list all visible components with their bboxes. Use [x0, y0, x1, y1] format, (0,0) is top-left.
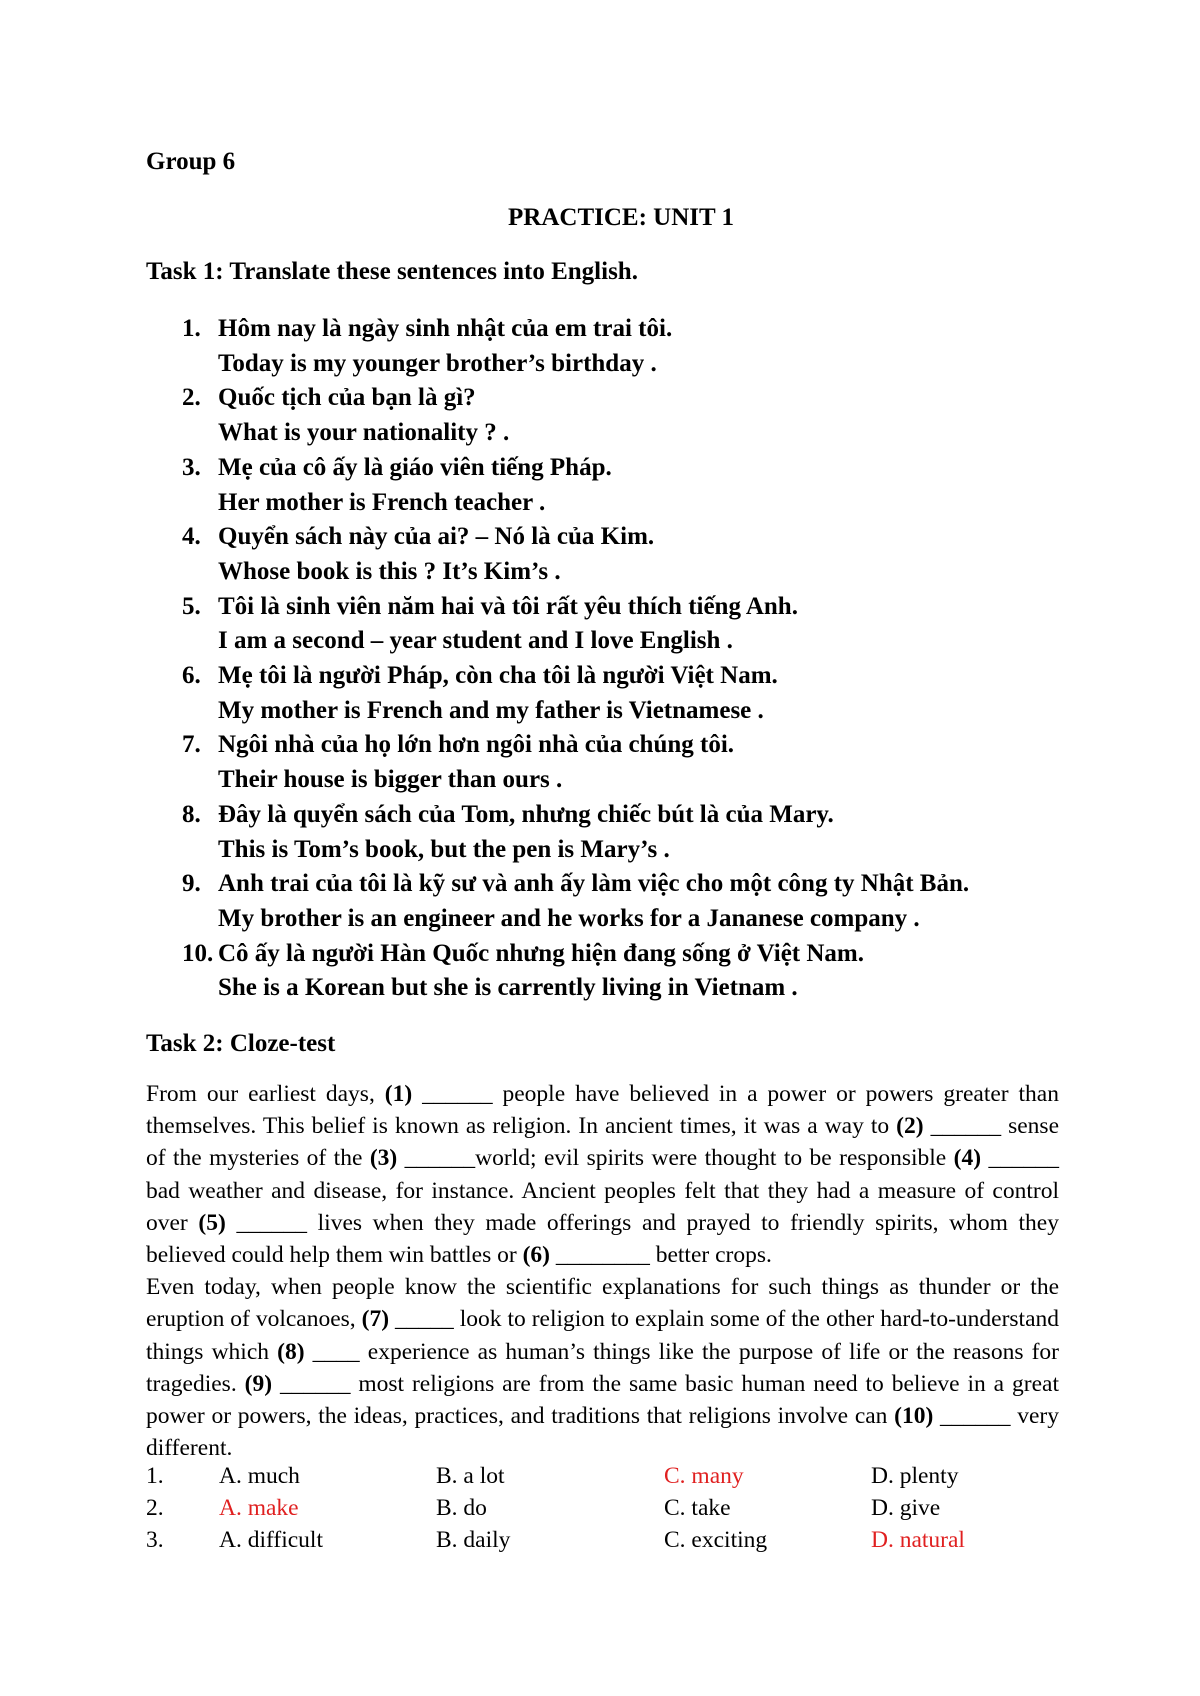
blank-number: (7)	[361, 1306, 390, 1333]
list-item-number: 3.	[182, 453, 201, 481]
blank-number: (1)	[384, 1081, 413, 1107]
passage-text: ______ very different.	[146, 1403, 1059, 1462]
blank-number: (9)	[244, 1370, 273, 1397]
english-translation: She is a Korean but she is carrently living in Vietnam .	[218, 974, 798, 1002]
passage-text: _____ look to religion to explain some of the other hard-to-understand things which	[146, 1306, 1060, 1365]
vietnamese-sentence: Quốc tịch của bạn là gì?	[218, 384, 476, 412]
option-d: D. give	[871, 1495, 941, 1521]
vietnamese-sentence: Tôi là sinh viên năm hai và tôi rất yêu thích tiếng Anh.	[218, 592, 798, 620]
blank-number: (3)	[369, 1145, 398, 1172]
list-item-number: 5.	[182, 592, 201, 620]
passage-text: From our earliest days,	[146, 1081, 385, 1107]
vietnamese-sentence: Mẹ tôi là người Pháp, còn cha tôi là người Việt Nam.	[218, 662, 778, 690]
blank-number: (5)	[198, 1209, 226, 1236]
blank-number: (4)	[953, 1145, 982, 1172]
list-item	[146, 590, 1066, 659]
option-a: A. much	[219, 1463, 300, 1489]
list-item	[146, 381, 1066, 450]
list-item-number: 7.	[182, 731, 201, 759]
passage-text: ______ sense of the mysteries of the	[146, 1113, 1059, 1172]
page-title: PRACTICE: UNIT 1	[508, 204, 734, 231]
cloze-paragraph-2	[146, 1271, 1059, 1464]
vietnamese-sentence: Anh trai của tôi là kỹ sư và anh ấy làm việc cho một công ty Nhật Bản.	[218, 870, 970, 898]
vietnamese-sentence: Mẹ của cô ấy là giáo viên tiếng Pháp.	[218, 453, 612, 481]
option-d: D. natural	[871, 1527, 965, 1553]
english-translation: Whose book is this ? It’s Kim’s .	[218, 557, 561, 585]
vietnamese-sentence: Đây là quyển sách của Tom, nhưng chiếc bút là của Mary.	[218, 800, 834, 828]
option-c: C. take	[664, 1495, 731, 1521]
vietnamese-sentence: Quyển sách này của ai? – Nó là của Kim.	[218, 523, 655, 551]
english-translation: This is Tom’s book, but the pen is Mary’s .	[218, 835, 670, 863]
english-translation: Today is my younger brother’s birthday .	[218, 349, 657, 377]
question-options-row	[146, 1524, 1066, 1556]
option-a: A. difficult	[219, 1527, 323, 1553]
cloze-passage	[146, 1078, 1059, 1464]
answer-options	[146, 1460, 1066, 1556]
task1-list	[146, 312, 1066, 1006]
option-b: B. daily	[436, 1527, 511, 1553]
option-c: C. many	[664, 1463, 744, 1489]
cloze-paragraph-1	[146, 1078, 1059, 1271]
list-item-number: 8.	[182, 800, 201, 828]
passage-text: ____ experience as human’s things like the purpose of life or the reasons for tragedies.	[146, 1338, 1059, 1397]
passage-text: ______world; evil spirits were thought to be responsible	[397, 1145, 954, 1172]
question-number: 1.	[146, 1463, 164, 1489]
blank-number: (2)	[896, 1113, 924, 1140]
list-item-number: 2.	[182, 384, 201, 412]
option-a: A. make	[219, 1495, 299, 1521]
option-b: B. do	[436, 1495, 487, 1521]
list-item-number: 4.	[182, 523, 201, 551]
english-translation: Their house is bigger than ours .	[218, 766, 563, 794]
task1-heading: Task 1: Translate these sentences into English.	[146, 258, 638, 285]
list-item	[146, 798, 1066, 867]
question-options-row	[146, 1460, 1066, 1492]
vietnamese-sentence: Hôm nay là ngày sinh nhật của em trai tôi.	[218, 315, 673, 342]
list-item-number: 6.	[182, 662, 201, 690]
option-b: B. a lot	[436, 1463, 505, 1489]
list-item-number: 10.	[182, 939, 214, 967]
option-d: D. plenty	[871, 1463, 959, 1489]
passage-text: ______ people have believed in a power or powers greater than themselves. This belief is known as religion. In ancient times, it was a way to	[146, 1081, 1059, 1140]
vietnamese-sentence: Ngôi nhà của họ lớn hơn ngôi nhà của chúng tôi.	[218, 731, 735, 759]
passage-text: ________ better crops.	[549, 1242, 772, 1269]
list-item-number: 1.	[182, 315, 201, 342]
english-translation: My brother is an engineer and he works for a Jananese company .	[218, 904, 920, 932]
english-translation: My mother is French and my father is Vietnamese .	[218, 696, 764, 724]
passage-text: ______ bad weather and disease, for instance. Ancient peoples felt that they had a measure of control over	[146, 1145, 1059, 1236]
vietnamese-sentence: Cô ấy là người Hàn Quốc nhưng hiện đang sống ở Việt Nam.	[218, 939, 865, 967]
english-translation: I am a second – year student and I love English .	[218, 627, 733, 655]
question-number: 2.	[146, 1495, 164, 1521]
list-item-number: 9.	[182, 870, 201, 898]
list-item	[146, 728, 1066, 797]
list-item	[146, 659, 1066, 728]
question-options-row	[146, 1492, 1066, 1524]
task2-heading: Task 2: Cloze-test	[146, 1030, 336, 1057]
list-item	[146, 937, 1066, 1006]
blank-number: (6)	[522, 1242, 550, 1269]
passage-text: ______ lives when they made offerings and prayed to friendly spirits, whom they believed could help them win battles or	[146, 1209, 1059, 1269]
english-translation: What is your nationality ? .	[218, 419, 510, 447]
list-item	[146, 520, 1066, 589]
english-translation: Her mother is French teacher .	[218, 488, 546, 516]
list-item	[146, 312, 1066, 381]
list-item	[146, 451, 1066, 520]
blank-number: (10)	[894, 1403, 934, 1430]
passage-text: ______ most religions are from the same basic human need to believe in a great power or powers, the ideas, practices, and traditions that religions involve can	[146, 1370, 1059, 1430]
group-label: Group 6	[146, 148, 236, 175]
passage-text: Even today, when people know the scientific explanations for such things as thunder or the eruption of volcanoes,	[146, 1274, 1059, 1333]
blank-number: (8)	[277, 1338, 305, 1365]
option-c: C. exciting	[664, 1527, 768, 1553]
list-item	[146, 867, 1066, 936]
question-number: 3.	[146, 1527, 164, 1553]
